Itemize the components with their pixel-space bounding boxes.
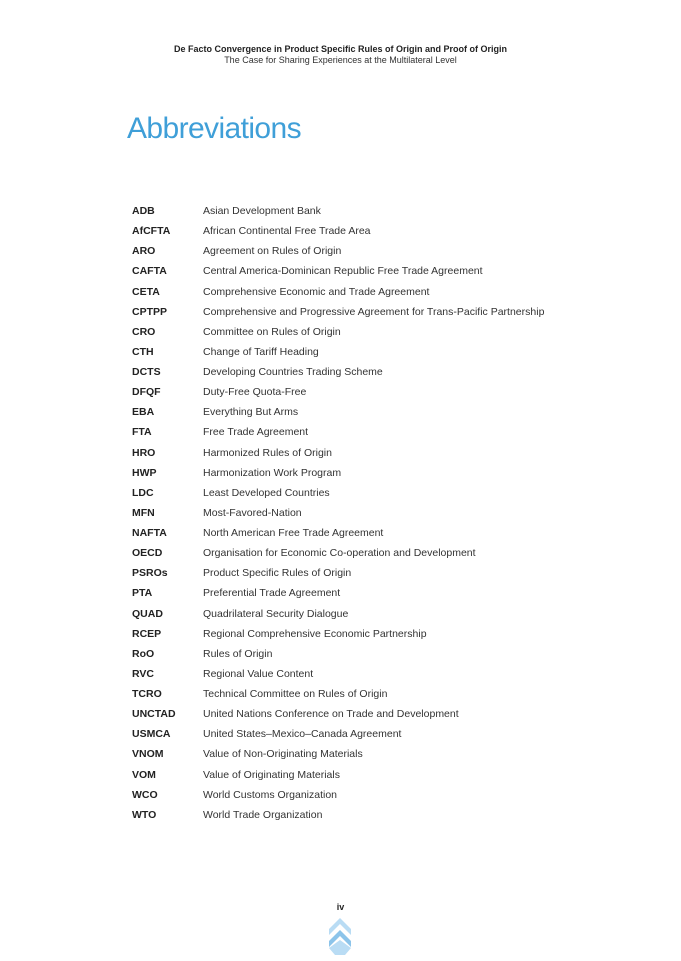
abbreviation-definition: Harmonized Rules of Origin — [203, 446, 332, 459]
abbreviation-row — [132, 483, 652, 503]
abbreviation-row — [132, 261, 652, 281]
abbreviation-row — [132, 422, 652, 442]
abbreviation-row — [132, 543, 652, 563]
abbreviation-term: OECD — [132, 547, 163, 560]
abbreviation-definition: Product Specific Rules of Origin — [203, 567, 352, 580]
page-title: Abbreviations — [127, 112, 301, 145]
abbreviation-term: CTH — [132, 345, 154, 358]
abbreviation-definition: Rules of Origin — [203, 647, 273, 660]
abbreviation-definition: Most-Favored-Nation — [203, 506, 302, 519]
abbreviation-term: USMCA — [132, 728, 171, 741]
abbreviation-term: PSROs — [132, 567, 168, 580]
abbreviation-definition: Central America-Dominican Republic Free Trade Agreement — [203, 265, 483, 278]
abbreviation-definition: Value of Originating Materials — [203, 768, 340, 781]
abbreviation-row — [132, 362, 652, 382]
abbreviation-row — [132, 282, 652, 302]
abbreviation-row — [132, 201, 652, 221]
abbreviation-term: WTO — [132, 808, 157, 821]
abbreviation-row — [132, 443, 652, 463]
abbreviation-row — [132, 503, 652, 523]
abbreviation-definition: Least Developed Countries — [203, 486, 330, 499]
abbreviation-definition: Quadrilateral Security Dialogue — [203, 607, 349, 620]
page-number: iv — [336, 902, 345, 912]
abbreviation-definition: Developing Countries Trading Scheme — [203, 366, 383, 379]
abbreviations-list — [132, 201, 652, 825]
header-title: De Facto Convergence in Product Specific Rules of Origin and Proof of Origin — [173, 44, 508, 54]
abbreviation-row — [132, 765, 652, 785]
abbreviation-definition: North American Free Trade Agreement — [203, 527, 384, 540]
abbreviation-definition: Organisation for Economic Co-operation and Development — [203, 547, 476, 560]
abbreviation-term: UNCTAD — [132, 708, 176, 721]
abbreviation-term: ARO — [132, 245, 156, 258]
abbreviation-term: TCRO — [132, 688, 162, 701]
abbreviation-term: EBA — [132, 406, 155, 419]
abbreviation-definition: Regional Comprehensive Economic Partnership — [203, 627, 427, 640]
abbreviation-definition: Value of Non-Originating Materials — [203, 748, 363, 761]
abbreviation-definition: Everything But Arms — [203, 406, 299, 419]
abbreviation-term: VOM — [132, 768, 156, 781]
abbreviation-definition: United States–Mexico–Canada Agreement — [203, 728, 402, 741]
abbreviation-term: RCEP — [132, 627, 162, 640]
abbreviation-term: QUAD — [132, 607, 163, 620]
abbreviation-row — [132, 583, 652, 603]
abbreviation-row — [132, 785, 652, 805]
abbreviation-row — [132, 463, 652, 483]
abbreviation-term: CETA — [132, 285, 160, 298]
abbreviation-row — [132, 523, 652, 543]
abbreviation-definition: Free Trade Agreement — [203, 426, 309, 439]
running-header — [0, 44, 681, 66]
abbreviation-definition: United Nations Conference on Trade and Development — [203, 708, 459, 721]
abbreviation-term: HRO — [132, 446, 156, 459]
abbreviation-row — [132, 805, 652, 825]
abbreviation-row — [132, 684, 652, 704]
abbreviation-row — [132, 604, 652, 624]
abbreviation-row — [132, 221, 652, 241]
abbreviation-term: WCO — [132, 788, 158, 801]
abbreviation-term: CPTPP — [132, 305, 168, 318]
abbreviation-row — [132, 402, 652, 422]
abbreviation-term: DCTS — [132, 366, 161, 379]
abbreviation-row — [132, 241, 652, 261]
abbreviation-row — [132, 302, 652, 322]
header-subtitle: The Case for Sharing Experiences at the Multilateral Level — [224, 55, 457, 65]
abbreviation-definition: Agreement on Rules of Origin — [203, 245, 342, 258]
abbreviation-row — [132, 644, 652, 664]
abbreviation-definition: African Continental Free Trade Area — [203, 225, 371, 238]
abbreviation-definition: World Customs Organization — [203, 788, 338, 801]
abbreviation-term: VNOM — [132, 748, 164, 761]
abbreviation-row — [132, 624, 652, 644]
abbreviation-row — [132, 322, 652, 342]
abbreviation-definition: Harmonization Work Program — [203, 466, 342, 479]
abbreviation-term: CAFTA — [132, 265, 167, 278]
abbreviation-row — [132, 724, 652, 744]
abbreviation-definition: Technical Committee on Rules of Origin — [203, 688, 388, 701]
abbreviation-definition: World Trade Organization — [203, 808, 323, 821]
abbreviation-term: PTA — [132, 587, 153, 600]
abbreviation-row — [132, 744, 652, 764]
abbreviation-term: MFN — [132, 506, 155, 519]
abbreviation-term: FTA — [132, 426, 152, 439]
abbreviation-term: LDC — [132, 486, 154, 499]
abbreviation-term: DFQF — [132, 386, 161, 399]
abbreviation-definition: Preferential Trade Agreement — [203, 587, 341, 600]
abbreviation-term: RoO — [132, 647, 155, 660]
abbreviation-definition: Duty-Free Quota-Free — [203, 386, 307, 399]
abbreviation-definition: Change of Tariff Heading — [203, 345, 319, 358]
abbreviation-definition: Comprehensive and Progressive Agreement for Trans-Pacific Partnership — [203, 305, 545, 318]
abbreviation-term: AfCFTA — [132, 225, 171, 238]
abbreviation-definition: Asian Development Bank — [203, 205, 321, 218]
abbreviation-row — [132, 704, 652, 724]
abbreviation-term: NAFTA — [132, 527, 167, 540]
abbreviation-definition: Committee on Rules of Origin — [203, 325, 341, 338]
abbreviation-row — [132, 664, 652, 684]
abbreviation-row — [132, 342, 652, 362]
abbreviation-term: CRO — [132, 325, 156, 338]
abbreviation-term: HWP — [132, 466, 157, 479]
abbreviation-definition: Comprehensive Economic and Trade Agreement — [203, 285, 430, 298]
abbreviation-term: RVC — [132, 667, 154, 680]
abbreviation-definition: Regional Value Content — [203, 667, 314, 680]
abbreviation-term: ADB — [132, 205, 155, 218]
abbreviation-row — [132, 563, 652, 583]
abbreviation-row — [132, 382, 652, 402]
